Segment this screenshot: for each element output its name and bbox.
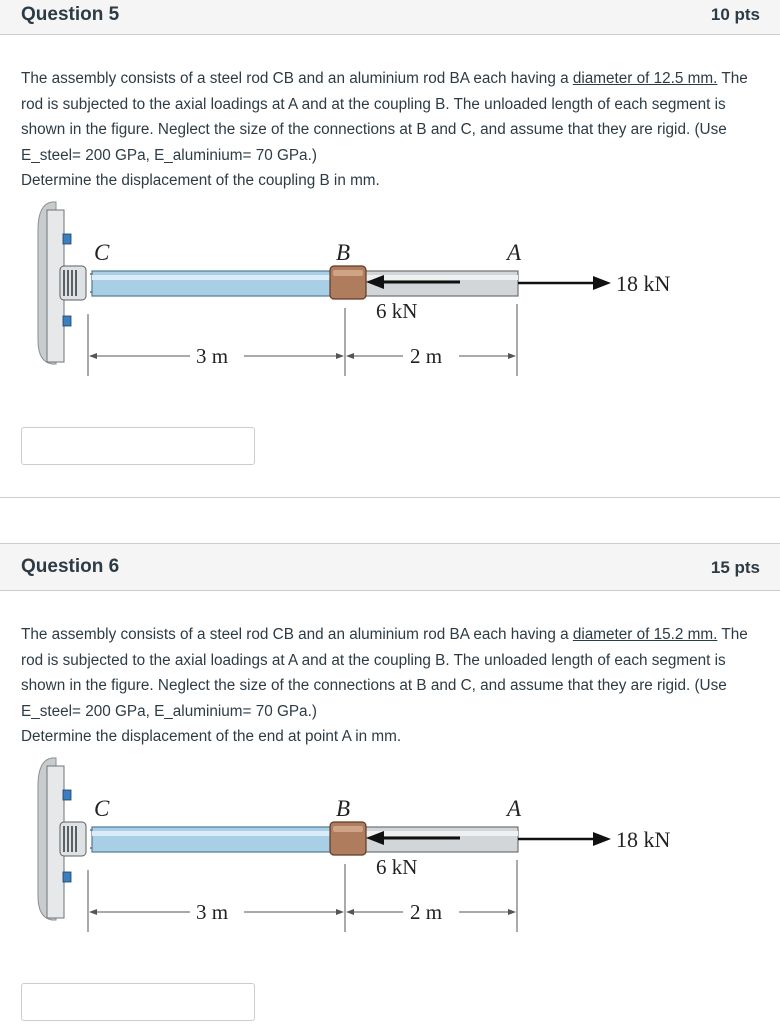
question-points: 10 pts xyxy=(710,5,760,24)
length-label-ba: 2 m xyxy=(410,344,443,368)
question-body-text: The assembly consists of a steel rod CB and an aluminium rod BA each having a xyxy=(21,626,573,643)
bolt-top xyxy=(63,790,71,800)
steel-rod-cb xyxy=(92,827,332,852)
label-a: A xyxy=(507,240,522,265)
question-6-header xyxy=(0,543,780,591)
question-6-text xyxy=(21,622,761,750)
length-label-cb: 3 m xyxy=(196,900,229,924)
question-title: Question 5 xyxy=(21,4,120,25)
length-label-ba: 2 m xyxy=(410,900,443,924)
label-c: C xyxy=(94,240,110,265)
question-5-header xyxy=(0,0,780,35)
load-arrowhead-end xyxy=(593,276,611,290)
label-c: C xyxy=(94,796,110,821)
answer-input[interactable] xyxy=(21,983,255,1021)
question-points: 15 pts xyxy=(710,558,760,577)
load-label-end: 18 kN xyxy=(616,827,671,852)
bolt-top xyxy=(63,234,71,244)
label-b: B xyxy=(336,796,351,821)
label-a: A xyxy=(507,796,522,821)
length-label-cb: 3 m xyxy=(196,344,229,368)
steel-rod-highlight xyxy=(92,275,332,280)
question-body-text-continued: The rod is subjected to the axial loadings at A and at the coupling B. The unloaded length of each segment is shown in the figure. Neglect the size of the connections at B and C, and assume that they are rigid. (Use E_steel= 200 GPa, E_aluminium= 70 GPa.) xyxy=(21,626,748,720)
bolt-bottom xyxy=(63,316,71,326)
answer-input[interactable] xyxy=(21,427,255,465)
load-arrowhead-end xyxy=(593,832,611,846)
load-label-coupling: 6 kN xyxy=(376,855,418,879)
diameter-link[interactable]: diameter of 15.2 mm. xyxy=(572,626,718,643)
rod-assembly-figure xyxy=(0,746,780,946)
question-body-text-continued: The rod is subjected to the axial loadings at A and at the coupling B. The unloaded length of each segment is shown in the figure. Neglect the size of the connections at B and C, and assume that they are rigid. (Use E_steel= 200 GPa, E_aluminium= 70 GPa.) xyxy=(21,70,748,164)
steel-rod-highlight xyxy=(92,831,332,836)
load-label-coupling: 6 kN xyxy=(376,299,418,323)
question-body xyxy=(21,66,761,168)
question-body-text: The assembly consists of a steel rod CB and an aluminium rod BA each having a xyxy=(21,70,573,87)
label-b: B xyxy=(336,240,351,265)
question-body xyxy=(21,622,761,724)
question-5-text xyxy=(21,66,761,194)
rod-assembly-figure xyxy=(0,190,780,390)
load-label-end: 18 kN xyxy=(616,271,671,296)
diameter-link[interactable]: diameter of 12.5 mm. xyxy=(572,70,718,87)
question-title: Question 6 xyxy=(21,556,120,577)
question-prompt: Determine the displacement of the coupling B in mm. xyxy=(21,172,380,189)
bolt-bottom xyxy=(63,872,71,882)
steel-rod-cb xyxy=(92,271,332,296)
question-divider xyxy=(0,497,780,498)
question-prompt: Determine the displacement of the end at point A in mm. xyxy=(21,728,402,745)
